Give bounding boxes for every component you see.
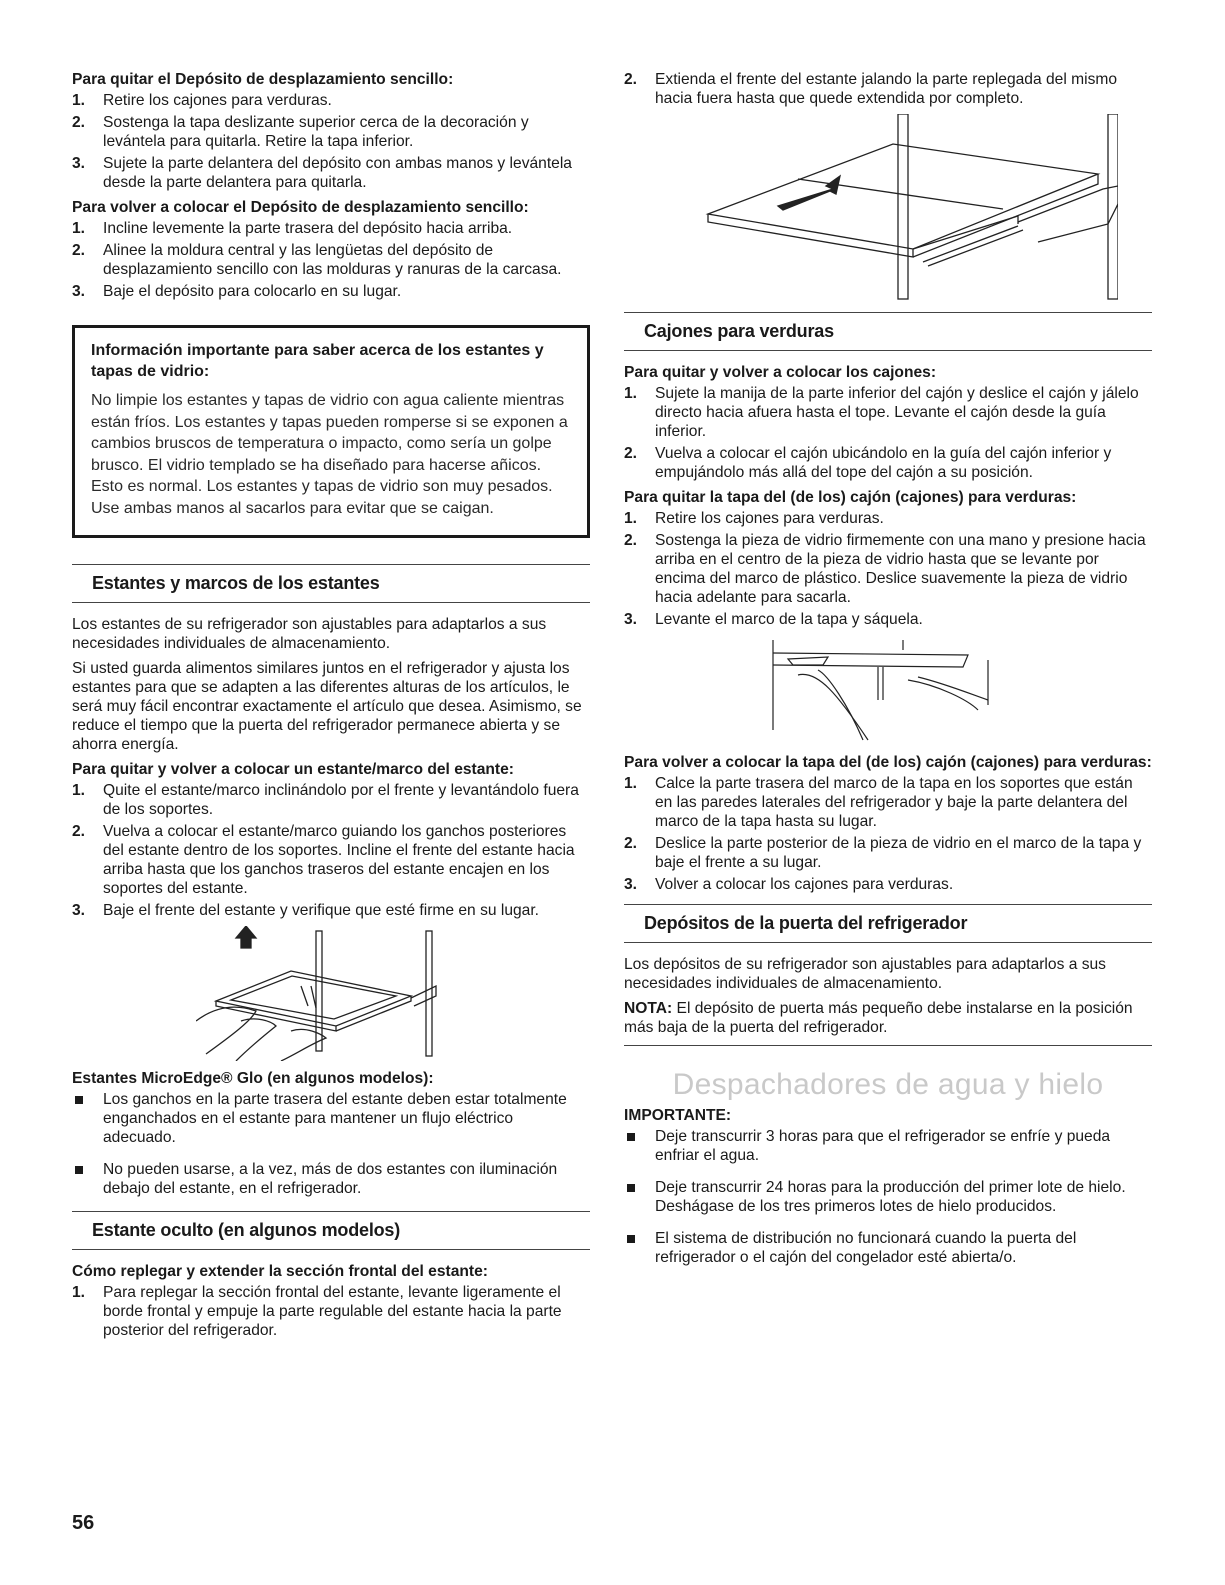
step-item: [624, 834, 1152, 872]
step-item: [72, 822, 590, 898]
replace-bin-steps: [72, 219, 590, 301]
bullet-item: No pueden usarse, a la vez, más de dos estantes con iluminación debajo del estante, en el refrigerador.: [72, 1160, 590, 1198]
bullet-item: El sistema de distribución no funcionará cuando la puerta del refrigerador o el cajón del congelador esté abierta/o.: [624, 1229, 1152, 1267]
shelf-remove-steps: [72, 781, 590, 920]
step-text: Baje el depósito para colocarlo en su lugar.: [103, 283, 402, 300]
step-number: 1.: [624, 775, 638, 792]
hidden-shelf-illustration: [658, 114, 1118, 304]
step-text: Alinee la moldura central y las lengüetas del depósito de desplazamiento sencillo con las molduras y ranuras de la carcasa.: [103, 242, 562, 278]
step-item: 2. Extienda el frente del estante jalando la parte replegada del mismo hacia fuera hasta que quede extendida por completo.: [624, 71, 1118, 107]
step-item: [72, 781, 590, 819]
step-item: [624, 531, 1152, 607]
step-number: 2.: [72, 114, 86, 131]
step-number: 1.: [624, 385, 638, 402]
microedge-heading: Estantes MicroEdge® Glo (en algunos modelos):: [72, 1070, 434, 1087]
step-text: Incline levemente la parte trasera del depósito hacia arriba.: [103, 220, 513, 237]
hidden-shelf-section-title: Estante oculto (en algunos modelos): [72, 1211, 590, 1250]
crisper-heading: Para quitar y volver a colocar los cajones:: [624, 364, 937, 381]
remove-bin-heading: Para quitar el Depósito de desplazamiento sencillo:: [72, 71, 454, 88]
step-number: 1.: [624, 510, 638, 527]
step-item: [72, 241, 590, 279]
step-number: 2.: [624, 835, 638, 852]
step-text: Retire los cajones para verduras.: [103, 92, 332, 109]
step-item: [624, 509, 1152, 528]
step-text: Para replegar la sección frontal del estante, levante ligeramente el borde frontal y empuje la parte regulable del estante hacia la parte posterior del refrigerador.: [103, 1284, 562, 1339]
step-item: [72, 1283, 590, 1340]
step-number: 3.: [624, 611, 638, 628]
step-number: 3.: [624, 876, 638, 893]
page-number: 56: [72, 1512, 95, 1534]
step-item: [72, 282, 590, 301]
step-item: [72, 113, 590, 151]
step-text: Quite el estante/marco inclinándolo por el frente y levantándolo fuera de los soportes.: [103, 782, 579, 818]
step-text: Sujete la parte delantera del depósito con ambas manos y levántela desde la parte delantera para quitarla.: [103, 155, 572, 191]
extend-shelf-step: [624, 70, 1152, 108]
step-text: Calce la parte trasera del marco de la tapa en los soportes que están en las paredes laterales del refrigerador y baje la parte delantera del marco de la tapa hasta su lugar.: [655, 775, 1133, 830]
step-number: 2.: [72, 823, 86, 840]
step-item: [72, 219, 590, 238]
shelves-section-title: Estantes y marcos de los estantes: [72, 564, 590, 603]
important-bullets: [624, 1127, 1152, 1267]
shelves-paragraph-1: Los estantes de su refrigerador son ajustables para adaptarlos a sus necesidades individuales de almacenamiento.: [72, 616, 547, 652]
nota-paragraph: NOTA: El depósito de puerta más pequeño debe instalarse en la posición más baja de la puerta del refrigerador.: [624, 999, 1152, 1046]
step-text: Volver a colocar los cajones para verduras.: [655, 876, 954, 893]
step-number: 1.: [72, 782, 86, 799]
glass-info-box: [72, 325, 590, 538]
crisper-cover-illustration: [768, 635, 1008, 745]
shelf-remove-heading: Para quitar y volver a colocar un estante/marco del estante:: [72, 761, 514, 778]
shelves-paragraph-2: Si usted guarda alimentos similares juntos en el refrigerador y ajusta los estantes para que se adapten a las diferentes alturas de los artículos, le será muy fácil encontrar exactamente el artículo que desea. Asimismo, se reduce el tiempo que la puerta del refrigerador permanece abierta y se ahorra energía.: [72, 660, 582, 753]
cover-remove-steps: [624, 509, 1152, 629]
step-number: 3.: [72, 283, 86, 300]
step-text: Baje el frente del estante y verifique que esté firme en su lugar.: [103, 902, 540, 919]
step-item: [624, 610, 1152, 629]
step-text: Vuelva a colocar el cajón ubicándolo en la guía del cajón inferior y empujándolo más allá del tope del cajón a su posición.: [655, 445, 1112, 481]
step-item: [624, 444, 1152, 482]
step-number: 3.: [72, 155, 86, 172]
bullet-item: Deje transcurrir 3 horas para que el refrigerador se enfríe y pueda enfriar el agua.: [624, 1127, 1152, 1165]
cover-replace-heading: Para volver a colocar la tapa del (de los) cajón (cajones) para verduras:: [624, 754, 1152, 771]
door-bins-section-title: Depósitos de la puerta del refrigerador: [624, 904, 1152, 943]
crisper-section-title: Cajones para verduras: [624, 312, 1152, 351]
door-bins-paragraph: Los depósitos de su refrigerador son ajustables para adaptarlos a sus necesidades individuales de almacenamiento.: [624, 956, 1106, 992]
microedge-bullets: [72, 1090, 590, 1198]
step-number: 1.: [72, 1284, 86, 1301]
shelf-removal-illustration: [196, 926, 466, 1061]
right-column: [624, 70, 1152, 1280]
step-number: 2.: [624, 532, 638, 549]
info-box-body: No limpie los estantes y tapas de vidrio con agua caliente mientras están fríos. Los estantes y tapas pueden romperse si se exponen a cambios bruscos de temperatura o impacto, como sería un golpe brusco. El vidrio templado se ha diseñado para hacerse añicos. Esto es normal. Los estantes y tapas de vidrio son muy pesados. Use ambas manos al sacarlos para evitar que se caigan.: [91, 392, 568, 517]
remove-bin-steps: [72, 91, 590, 192]
step-text: Sujete la manija de la parte inferior del cajón y deslice el cajón y jálelo directo hacia afuera hasta el tope. Levante el cajón desde la guía inferior.: [655, 385, 1139, 440]
important-label: IMPORTANTE:: [624, 1107, 732, 1124]
step-item: [624, 875, 1152, 894]
step-number: 2.: [72, 242, 86, 259]
step-number: 2.: [624, 445, 638, 462]
info-box-title: Información importante para saber acerca de los estantes y tapas de vidrio:: [91, 342, 544, 380]
bullet-item: Los ganchos en la parte trasera del estante deben estar totalmente enganchados en el estante para mantener un flujo eléctrico adecuado.: [72, 1090, 590, 1147]
step-text: Retire los cajones para verduras.: [655, 510, 884, 527]
left-column: [72, 70, 590, 1346]
step-item: [72, 901, 590, 920]
hidden-shelf-steps: [72, 1283, 590, 1340]
step-number: 1.: [72, 92, 86, 109]
step-text: Deslice la parte posterior de la pieza de vidrio en el marco de la tapa y baje el frente a su lugar.: [655, 835, 1142, 871]
crisper-steps: [624, 384, 1152, 482]
hidden-shelf-heading: Cómo replegar y extender la sección frontal del estante:: [72, 1263, 488, 1280]
step-number: 1.: [72, 220, 86, 237]
replace-bin-heading: Para volver a colocar el Depósito de desplazamiento sencillo:: [72, 199, 529, 216]
cover-replace-steps: [624, 774, 1152, 894]
step-text: Sostenga la pieza de vidrio firmemente con una mano y presione hacia arriba en el centro de la pieza de vidrio hasta que se levante por encima del marco de plástico. Deslice suavemente la pieza de vidrio hacia adelante para sacarla.: [655, 532, 1146, 606]
dispensers-title: Despachadores de agua y hielo: [672, 1068, 1104, 1101]
step-text: Levante el marco de la tapa y sáquela.: [655, 611, 923, 628]
step-text: Sostenga la tapa deslizante superior cerca de la decoración y levántela para quitarla. Retire la tapa inferior.: [103, 114, 529, 150]
step-item: [624, 384, 1152, 441]
bullet-item: Deje transcurrir 24 horas para la producción del primer lote de hielo. Deshágase de los tres primeros lotes de hielo producidos.: [624, 1178, 1152, 1216]
step-item: [624, 774, 1152, 831]
step-item: [72, 91, 590, 110]
step-text: Vuelva a colocar el estante/marco guiando los ganchos posteriores del estante dentro de los soportes. Incline el frente del estante hacia arriba hasta que los ganchos traseros del estante encajen en los soportes del estante.: [103, 823, 575, 897]
step-number: 3.: [72, 902, 86, 919]
step-item: [72, 154, 590, 192]
cover-remove-heading: Para quitar la tapa del (de los) cajón (cajones) para verduras:: [624, 489, 1077, 506]
